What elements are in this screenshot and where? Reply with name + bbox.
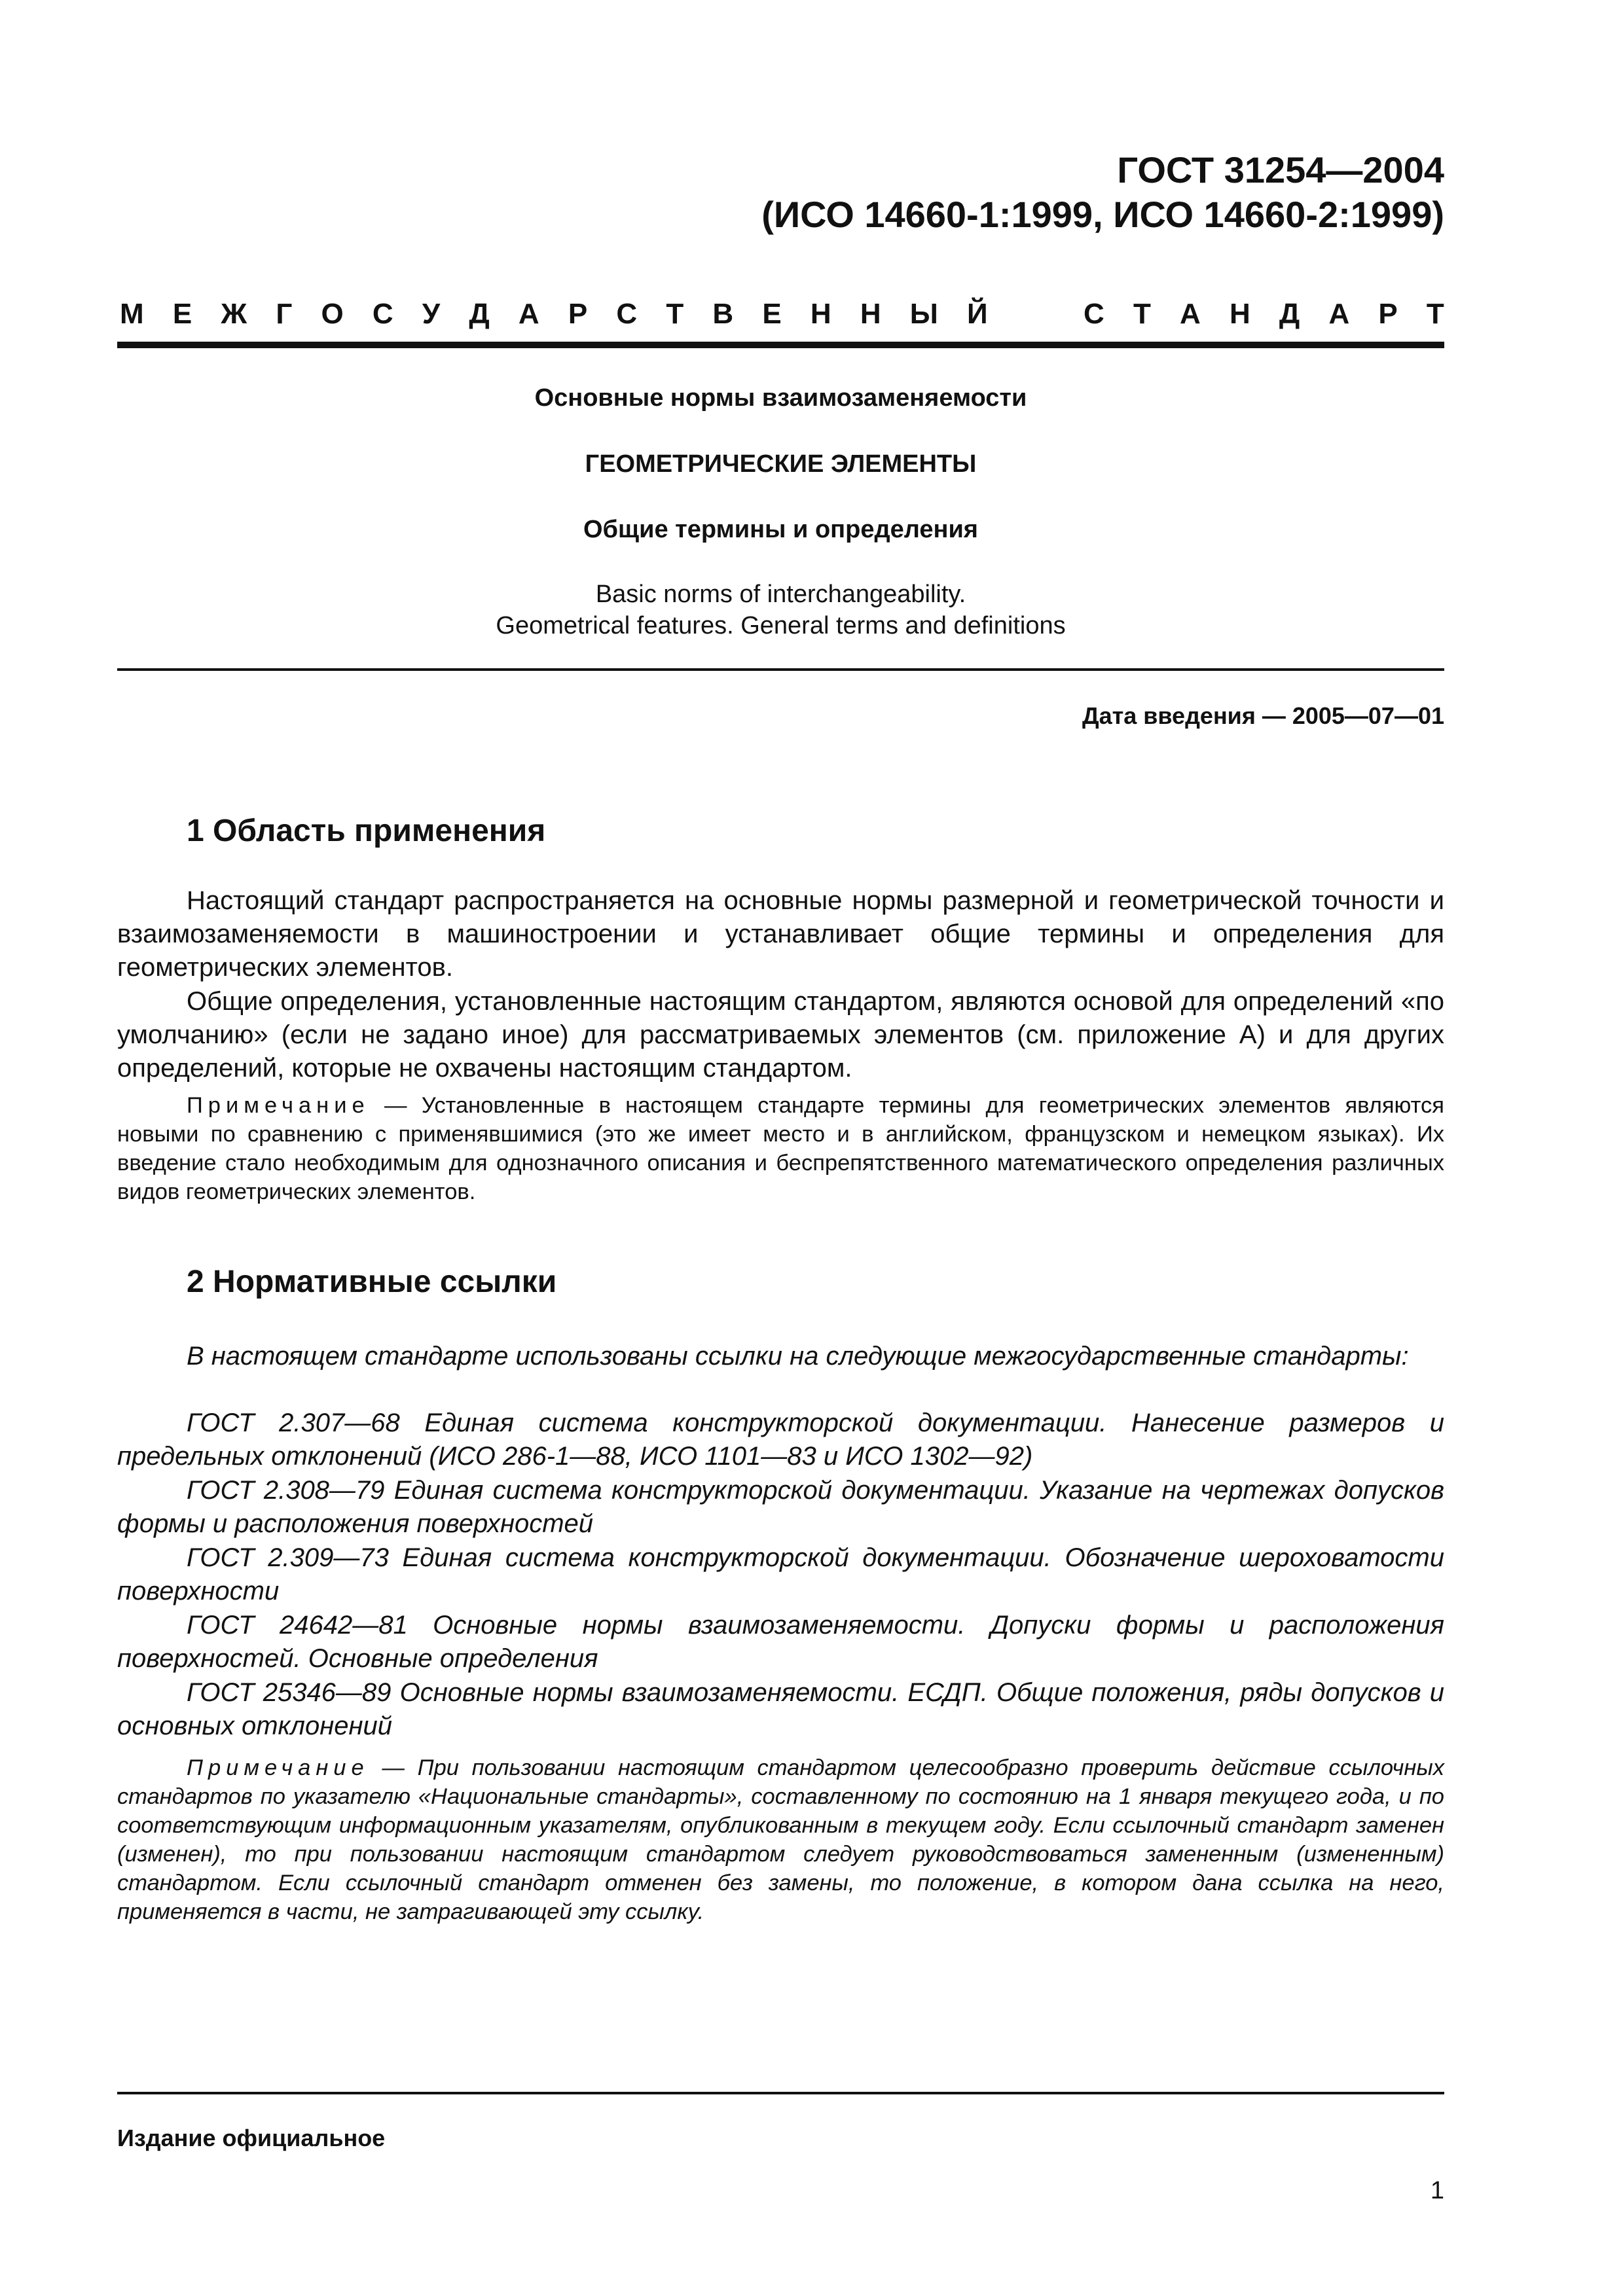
- section-1-paragraph-2: Общие определения, установленные настоящим стандартом, являются основой для определений «по умолчанию» (если не задано иное) для рассматриваемых элементов (см. приложение А) и для других определений, которые не охвачены настоящим стандартом.: [117, 987, 1444, 1083]
- section-1-paragraph-1: Настоящий стандарт распространяется на основные нормы размерной и геометрической точности и взаимозаменяемости в машиностроении и устанавливает общие термины и определения для геометрических элементов.: [117, 886, 1444, 982]
- introduction-date: Дата введения — 2005—07—01: [1082, 702, 1444, 729]
- title-line-2: ГЕОМЕТРИЧЕСКИЕ ЭЛЕМЕНТЫ: [585, 450, 977, 478]
- note-label: Примечание: [187, 1755, 369, 1780]
- heading-letter: Е: [762, 298, 782, 330]
- standard-type-heading: [120, 298, 1444, 331]
- heading-letter: О: [321, 298, 344, 330]
- heading-letter: Е: [172, 298, 192, 330]
- title-line-1: Основные нормы взаимозаменяемости: [534, 384, 1027, 412]
- heading-letter: С: [372, 298, 393, 330]
- official-edition-label: Издание официальное: [117, 2125, 386, 2151]
- standard-number-block: [761, 148, 1444, 237]
- heading-letter: Д: [469, 298, 490, 330]
- section-1-title: 1 Область применения: [187, 814, 546, 848]
- heading-letter: Р: [568, 298, 588, 330]
- heading-letter: Р: [1378, 298, 1398, 330]
- heading-letter: В: [712, 298, 734, 330]
- reference-item: ГОСТ 25346—89 Основные нормы взаимозаменяемости. ЕСДП. Общие положения, ряды допусков и основных отклонений: [117, 1678, 1444, 1740]
- note-text: — При пользовании настоящим стандартом целесообразно проверить действие ссылочных стандартов по указателю «Национальные стандарты», составленному по состоянию на 1 января текущего года, и по соответствующим информационным указателям, опубликованным в текущем году. Если ссылочный стандарт заменен (изменен), то при пользовании настоящим стандартом следует руководствоваться замененным (измененным) стандартом. Если ссылочный стандарт отменен без замены, то положение, в котором дана ссылка на него, применяется в части, не затрагивающей эту ссылку.: [117, 1755, 1444, 1924]
- english-title-line-1: Basic norms of interchangeability.: [595, 581, 966, 608]
- heading-letter: Й: [967, 298, 988, 330]
- heading-letter: Ж: [221, 298, 247, 330]
- heading-letter: А: [1180, 298, 1201, 330]
- heading-letter: Ы: [909, 298, 938, 330]
- heading-letter: А: [518, 298, 539, 330]
- heading-letter: С: [1083, 298, 1104, 330]
- heading-letter: У: [422, 298, 441, 330]
- note-label: Примечание: [187, 1093, 370, 1118]
- section-2-intro: В настоящем стандарте использованы ссылки на следующие межгосударственные стандарты:: [187, 1342, 1409, 1371]
- reference-item: ГОСТ 2.307—68 Единая система конструкторской документации. Нанесение размеров и предельных отклонений (ИСО 286-1—88, ИСО 1101—83 и ИСО 1302—92): [117, 1408, 1444, 1471]
- reference-item: ГОСТ 24642—81 Основные нормы взаимозаменяемости. Допуски формы и расположения поверхностей. Основные определения: [117, 1611, 1444, 1673]
- heading-letter: А: [1328, 298, 1350, 330]
- section-1-note: [117, 1091, 1444, 1206]
- reference-item: ГОСТ 2.309—73 Единая система конструкторской документации. Обозначение шероховатости поверхности: [117, 1543, 1444, 1605]
- section-2-title: 2 Нормативные ссылки: [187, 1265, 557, 1299]
- gost-number: ГОСТ 31254—2004: [1117, 149, 1444, 190]
- header-divider: [117, 342, 1444, 348]
- iso-references: (ИСО 14660-1:1999, ИСО 14660-2:1999): [761, 194, 1444, 235]
- heading-letter: М: [120, 298, 144, 330]
- heading-letter: Н: [1229, 298, 1250, 330]
- note-text: — Установленные в настоящем стандарте термины для геометрических элементов являются новыми по сравнению с применявшимися (это же имеет место и в английском, французском и немецком языках). Их введение стало необходимым для однозначного описания и беспрепятственного математического определения различных видов геометрических элементов.: [117, 1093, 1444, 1204]
- section-2-note: [117, 1753, 1444, 1926]
- heading-letter: Г: [276, 298, 293, 330]
- reference-item: ГОСТ 2.308—79 Единая система конструкторской документации. Указание на чертежах допусков формы и расположения поверхностей: [117, 1476, 1444, 1538]
- footer-divider: [117, 2092, 1444, 2094]
- word-gap: [1017, 298, 1055, 331]
- title-line-3: Общие термины и определения: [583, 516, 978, 543]
- heading-letter: Т: [1426, 298, 1444, 330]
- heading-letter: Т: [666, 298, 684, 330]
- heading-letter: С: [616, 298, 638, 330]
- heading-letter: Н: [860, 298, 881, 330]
- heading-letter: Н: [810, 298, 831, 330]
- page-number: 1: [1430, 2177, 1444, 2204]
- english-title-line-2: Geometrical features. General terms and definitions: [496, 612, 1066, 639]
- title-divider: [117, 668, 1444, 671]
- heading-letter: Т: [1133, 298, 1151, 330]
- heading-letter: Д: [1279, 298, 1300, 330]
